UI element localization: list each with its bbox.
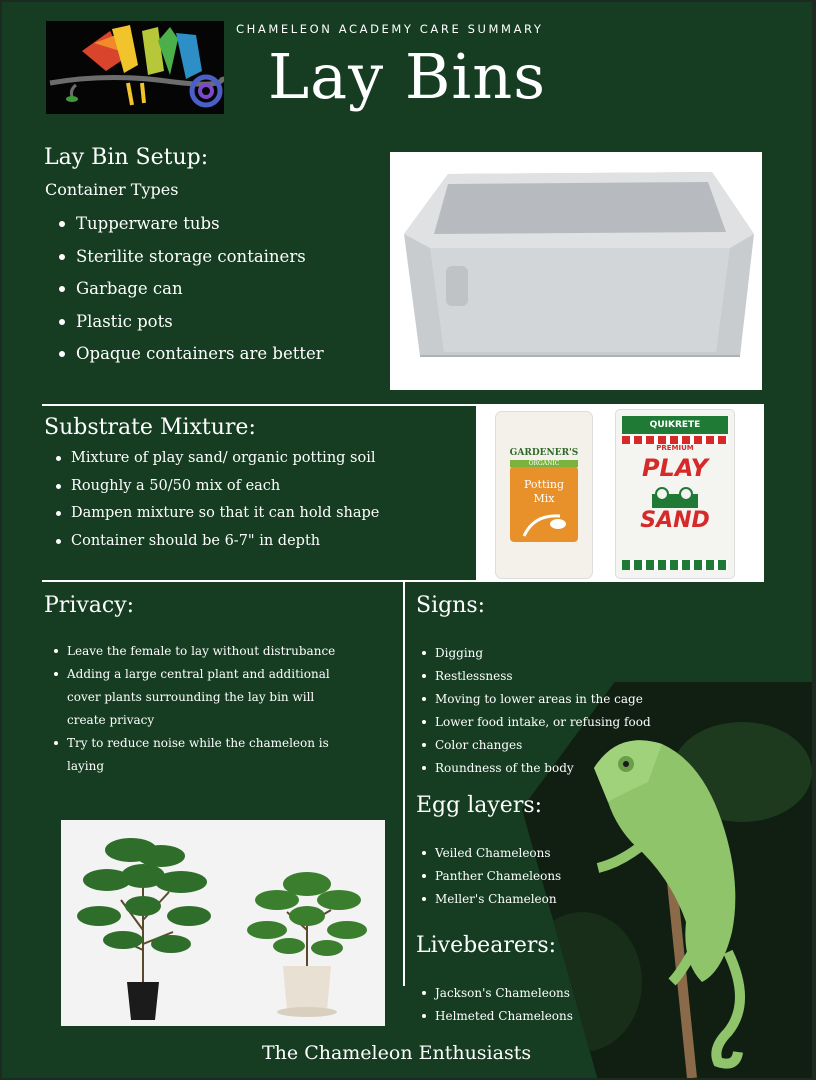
list-item: Opaque containers are better [46,338,376,371]
list-item: Lower food intake, or refusing food [414,711,674,734]
page-kicker: CHAMELEON ACADEMY CARE SUMMARY [236,22,544,36]
list-item: Plastic pots [46,306,376,339]
list-item: Try to reduce noise while the chameleon is laying [46,732,346,778]
privacy-list [46,640,346,778]
potting-mix-bag: GARDENER'S ORGANIC Potting Mix [496,412,592,578]
substrate-heading: Substrate Mixture: [44,415,256,440]
privacy-heading: Privacy: [44,593,135,618]
list-item: Roughly a 50/50 mix of each [46,473,466,501]
play-sand-bag: QUIKRETE PREMIUM PLAY SAND [616,410,734,578]
signs-list [414,642,674,780]
list-item: Roundness of the body [414,757,674,780]
setup-heading: Lay Bin Setup: [44,145,209,170]
list-item: Leave the female to lay without distrubance [46,640,346,663]
list-item: Digging [414,642,674,665]
list-item: Moving to lower areas in the cage [414,688,674,711]
potted-plants-image [61,820,385,1026]
list-item: Adding a large central plant and additional cover plants surrounding the lay bin will create privacy [46,663,346,732]
list-item: Mixture of play sand/ organic potting soil [46,445,466,473]
column-divider [403,582,405,986]
list-item: Container should be 6-7" in depth [46,528,466,556]
list-item: Jackson's Chameleons [414,982,614,1005]
list-item: Restlessness [414,665,674,688]
substrate-bags-image [476,406,764,580]
egg-layers-heading: Egg layers: [416,793,543,818]
substrate-list [46,445,466,555]
footer-credit: The Chameleon Enthusiasts [262,1042,532,1064]
egg-layers-list [414,842,614,911]
list-item: Tupperware tubs [46,208,376,241]
setup-list [46,208,376,371]
list-item: Color changes [414,734,674,757]
signs-heading: Signs: [416,593,486,618]
rainbow-chameleon-logo-icon [46,21,224,114]
list-item: Garbage can [46,273,376,306]
livebearers-list [414,982,614,1028]
page-title: Lay Bins [268,40,547,113]
list-item: Meller's Chameleon [414,888,614,911]
list-item: Helmeted Chameleons [414,1005,614,1028]
setup-subheading: Container Types [45,180,179,199]
list-item: Panther Chameleons [414,865,614,888]
plastic-tub-image [390,152,762,390]
list-item: Veiled Chameleons [414,842,614,865]
livebearers-heading: Livebearers: [416,933,557,958]
care-summary-page [2,2,812,1078]
list-item: Dampen mixture so that it can hold shape [46,500,466,528]
list-item: Sterilite storage containers [46,241,376,274]
